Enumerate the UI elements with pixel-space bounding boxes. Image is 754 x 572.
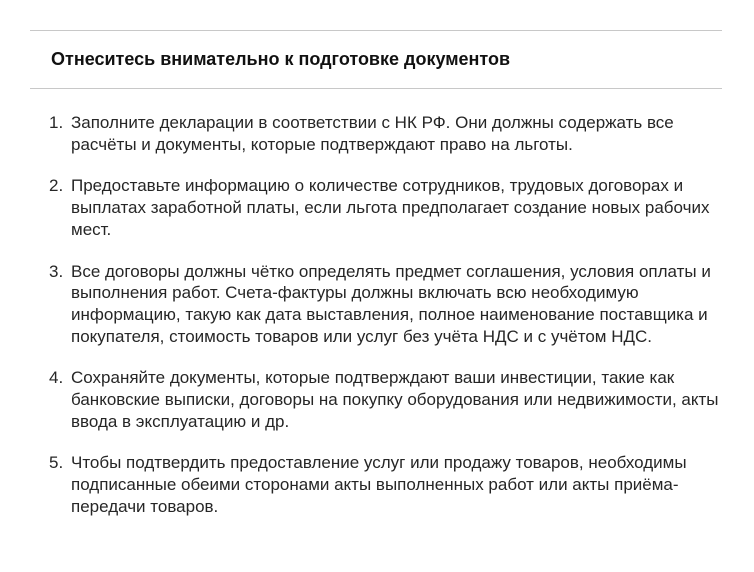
list-item-number: 5. bbox=[49, 453, 64, 473]
requirements-list bbox=[30, 89, 722, 518]
list-item-text: Предоставьте информацию о количестве сотрудников, трудовых договорах и выплатах заработной платы, если льгота предполагает создание новых рабочих мест. bbox=[71, 176, 710, 239]
section-title: Отнеситесь внимательно к подготовке документов bbox=[51, 49, 511, 69]
list-item-number: 2. bbox=[49, 176, 64, 196]
list-item-number: 3. bbox=[49, 261, 64, 281]
list-item bbox=[30, 175, 722, 240]
list-item-text: Сохраняйте документы, которые подтверждают ваши инвестиции, такие как банковские выписки, договоры на покупку оборудования или недвижимости, акты ввода в эксплуатацию и др. bbox=[71, 368, 719, 431]
document-card bbox=[30, 30, 722, 538]
list-item-text: Чтобы подтвердить предоставление услуг или продажу товаров, необходимы подписанные обеими сторонами акты выполненных работ или акты приёма-передачи товаров. bbox=[71, 453, 687, 516]
list-item bbox=[30, 367, 722, 432]
list-item-number: 4. bbox=[49, 368, 64, 388]
list-item-text: Заполните декларации в соответствии с НК РФ. Они должны содержать все расчёты и документы, которые подтверждают право на льготы. bbox=[71, 113, 674, 154]
section-header bbox=[30, 31, 722, 88]
list-item bbox=[30, 261, 722, 348]
list-item-text: Все договоры должны чётко определять предмет соглашения, условия оплаты и выполнения работ. Счета-фактуры должны включать всю необходимую информацию, такую как дата выставления, полное наименование поставщика и покупателя, стоимость товаров или услуг без учёта НДС и с учётом НДС. bbox=[71, 261, 711, 346]
list-item bbox=[30, 112, 722, 155]
list-item bbox=[30, 452, 722, 517]
list-item-number: 1. bbox=[49, 113, 64, 132]
